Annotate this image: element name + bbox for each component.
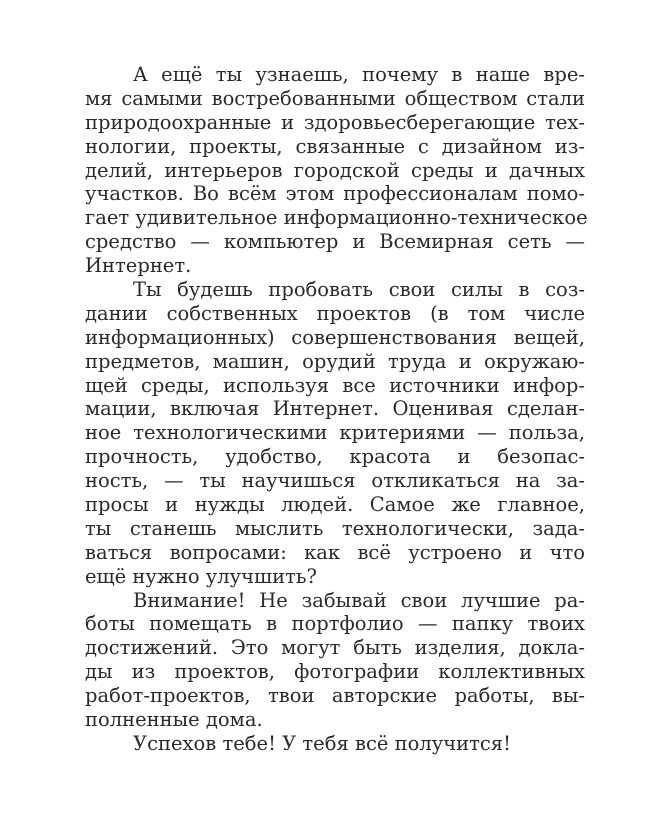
text-line: боты помещать в портфолио — папку твоих [85, 612, 585, 636]
text-line: мя самыми востребованными обществом стали [85, 86, 585, 110]
text-line: делий, интерьеров городской среды и дачных [85, 158, 585, 182]
text-line: Успехов тебе! У тебя всё получится! [133, 731, 511, 755]
text-line: дании собственных проектов (в том числе [85, 301, 585, 325]
text-line: работ-проектов, твои авторские работы, вы- [85, 684, 585, 708]
paragraph-portfolio [85, 589, 585, 732]
text-line: нологии, проекты, связанные с дизайном из- [85, 134, 585, 158]
text-line: гает удивительное информационно-техническое [85, 206, 588, 230]
text-line: ты станешь мыслить технологически, зада- [85, 516, 585, 540]
text-line: ды из проектов, фотографии коллективных [85, 660, 585, 684]
text-line: полненные дома. [85, 708, 263, 732]
text-line: Ты будешь пробовать свои силы в соз- [133, 278, 585, 302]
text-line: мации, включая Интернет. Оценивая сделан- [85, 397, 585, 421]
text-line: достижений. Это могут быть изделия, докла- [85, 636, 585, 660]
text-line: прочность, удобство, красота и безопас- [85, 445, 585, 469]
text-line: информационных) совершенствования вещей, [85, 325, 585, 349]
text-line: участков. Во всём этом профессионалам помо- [85, 182, 585, 206]
text-line: Интернет. [85, 254, 192, 278]
paragraph-closing [85, 732, 585, 756]
text-line: ваться вопросами: как всё устроено и что [85, 540, 585, 564]
paragraph-projects [85, 278, 585, 589]
paragraph-intro [85, 63, 588, 278]
text-line: ещё нужно улучшить? [85, 564, 317, 588]
text-line: просы и нужды людей. Самое же главное, [85, 493, 585, 517]
text-line: ное технологическими критериями — польза, [85, 421, 585, 445]
text-line: природоохранные и здоровьесберегающие тех- [85, 110, 585, 134]
text-line: А ещё ты узнаешь, почему в наше вре- [133, 63, 585, 86]
text-line: ность, — ты научишься откликаться на за- [85, 469, 585, 493]
text-line: щей среды, используя все источники инфор- [85, 373, 585, 397]
page-body-text [85, 63, 588, 756]
text-line: средство — компьютер и Всемирная сеть — [85, 230, 585, 254]
text-line: предметов, машин, орудий труда и окружаю- [85, 349, 585, 373]
text-line: Внимание! Не забывай свои лучшие ра- [133, 588, 585, 612]
